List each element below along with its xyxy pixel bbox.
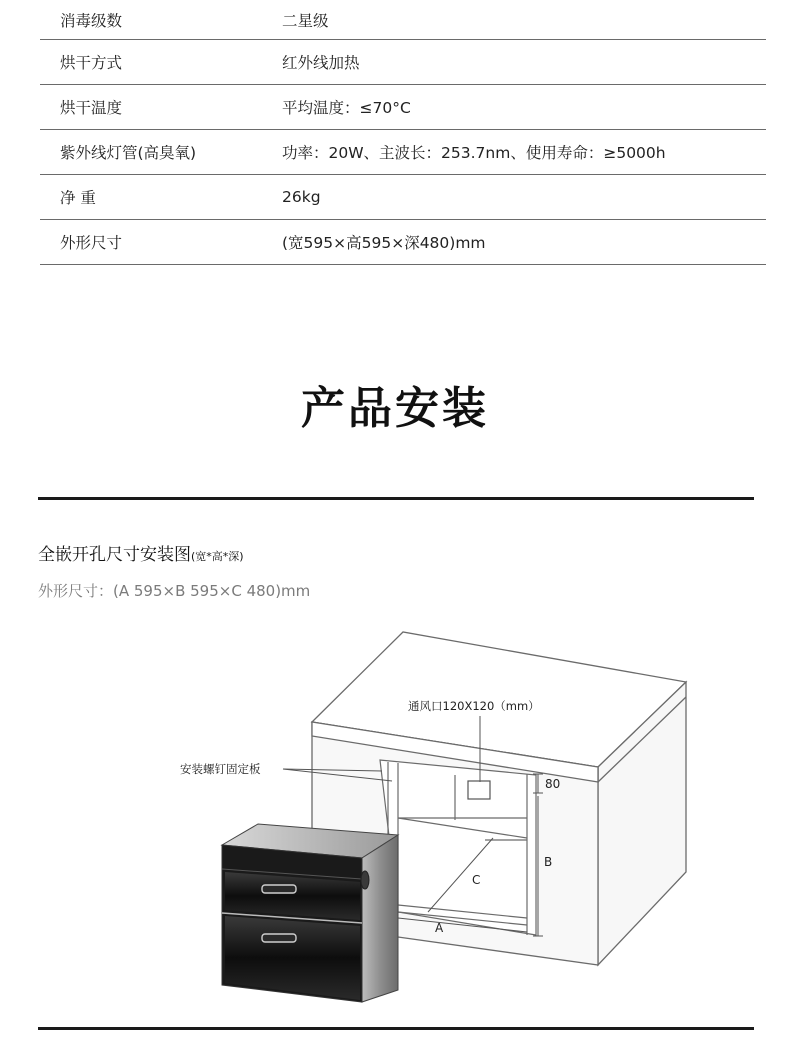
spec-value: 平均温度：≤70°C: [282, 99, 411, 117]
install-title-note: (宽*高*深): [191, 550, 244, 563]
dim-a-label: A: [435, 921, 444, 935]
spec-value: (宽595×高595×深480)mm: [282, 234, 486, 252]
section-divider-top: [38, 497, 754, 500]
spec-label: 净 重: [60, 189, 96, 207]
spec-value: 红外线加热: [282, 54, 360, 72]
vent-opening: [468, 781, 490, 799]
dim-b-label: B: [544, 855, 553, 869]
spec-row: [40, 175, 766, 220]
vent-label: 通风口120X120（mm）: [408, 699, 540, 713]
spec-value: 26kg: [282, 188, 321, 206]
spec-row: [40, 130, 766, 175]
spec-label: 外形尺寸: [60, 234, 123, 252]
install-title-text: 全嵌开孔尺寸安装图: [38, 545, 191, 565]
disinfection-cabinet-appliance: [222, 824, 398, 1002]
install-title: [38, 540, 244, 565]
section-title: 产品安装: [301, 383, 489, 434]
dim-80-label: 80: [545, 777, 561, 791]
spec-label: 烘干温度: [60, 99, 123, 117]
upper-drawer-handle: [262, 885, 296, 893]
install-dimensions: 外形尺寸：(A 595×B 595×C 480)mm: [38, 582, 311, 600]
lower-drawer-handle: [262, 934, 296, 942]
spec-label: 紫外线灯管(高臭氧): [60, 144, 197, 162]
cabinet-cutout: [380, 760, 536, 935]
dim-c-label: C: [472, 873, 481, 887]
spec-row: [40, 85, 766, 130]
spec-value: 功率：20W、主波长：253.7nm、使用寿命：≥5000h: [282, 144, 666, 162]
spec-label: 烘干方式: [60, 54, 123, 72]
spec-row: [40, 40, 766, 85]
mounting-plate-label: 安装螺钉固定板: [180, 762, 261, 776]
installation-diagram: [0, 600, 790, 1020]
section-divider-bottom: [38, 1027, 754, 1030]
spec-table: [40, 0, 766, 265]
spec-row: [40, 220, 766, 265]
spec-value: 二星级: [282, 11, 329, 30]
spec-label: 消毒级数: [60, 11, 123, 30]
spec-row: [40, 0, 766, 40]
side-handle: [361, 871, 369, 889]
